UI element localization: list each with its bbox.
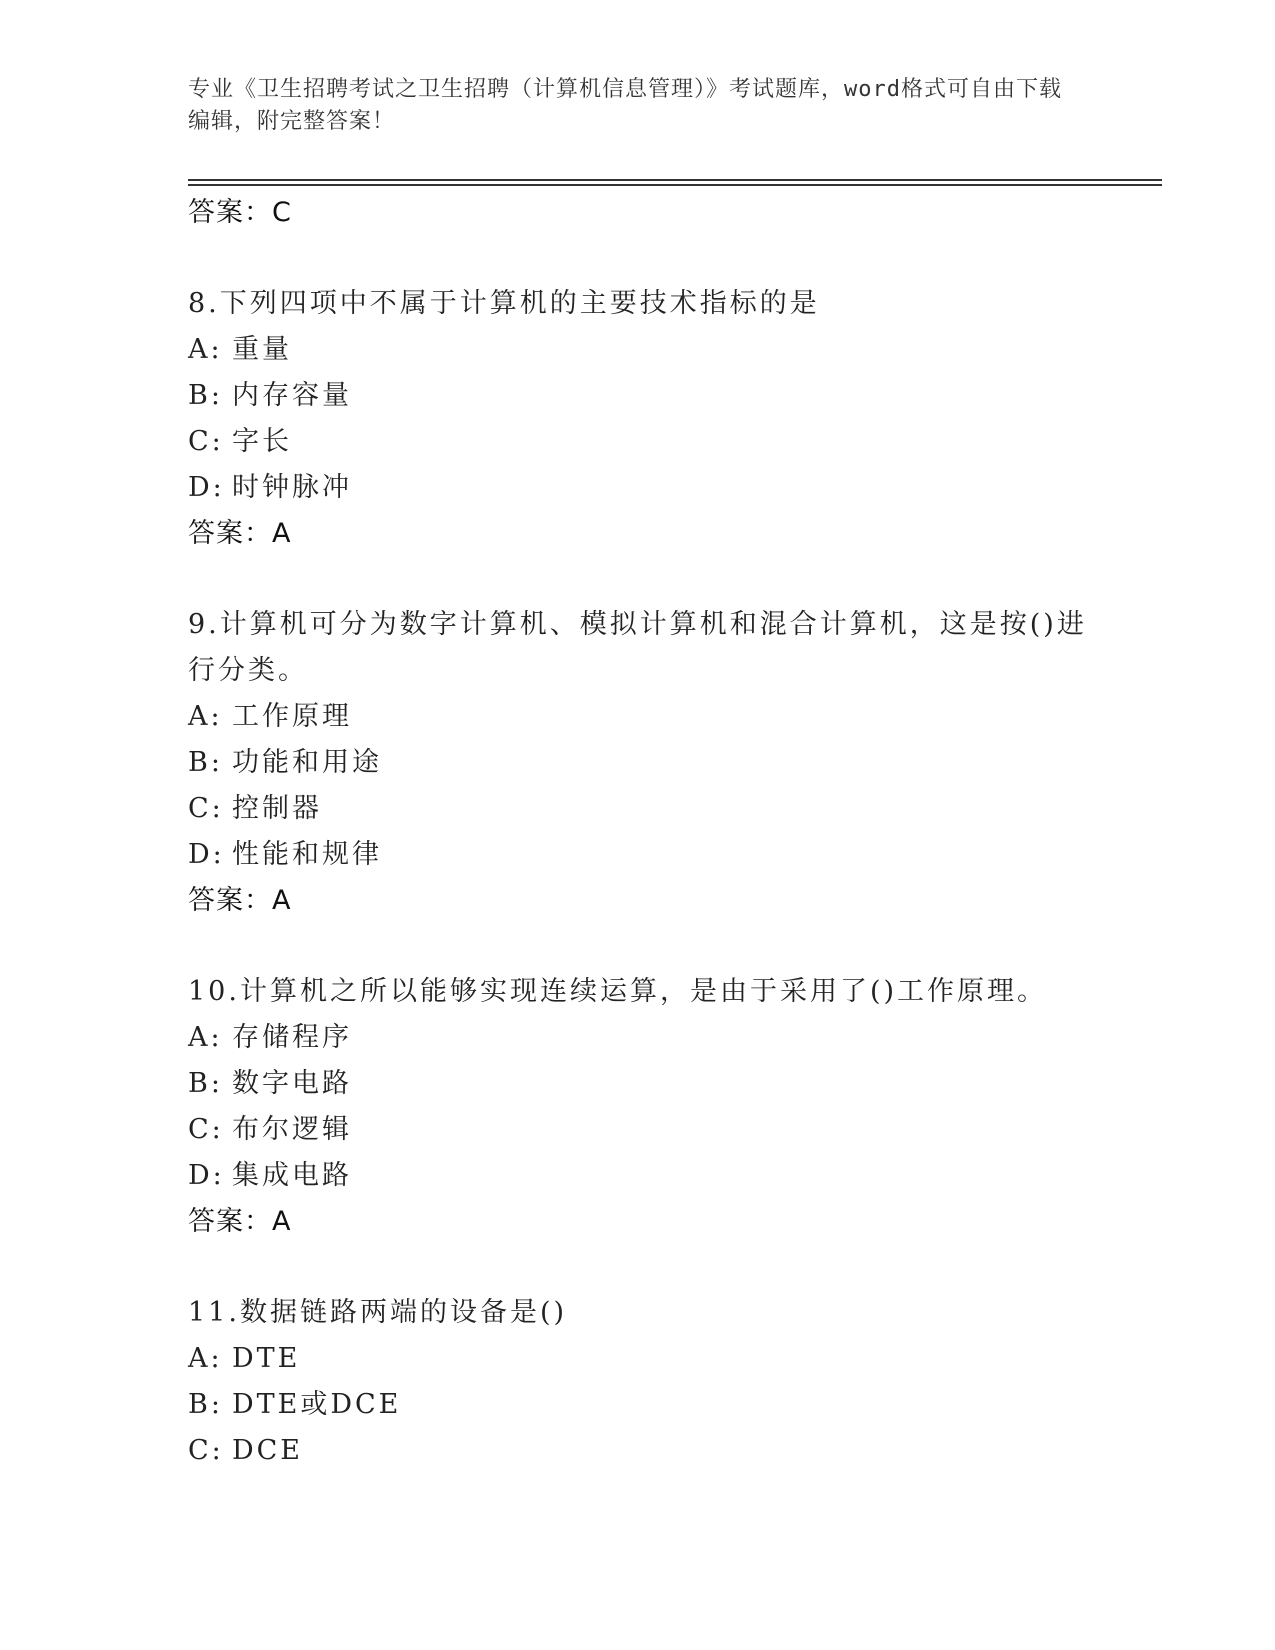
option-letter: D:	[188, 1160, 225, 1191]
option-letter: C:	[188, 1114, 224, 1145]
option-text: 功能和用途	[232, 747, 382, 778]
option-letter: B:	[188, 380, 223, 411]
question-stem: 10.计算机之所以能够实现连续运算，是由于采用了()工作原理。	[188, 976, 1048, 1007]
option-letter: A:	[188, 1022, 223, 1053]
question-list	[188, 190, 1088, 1474]
option-c	[188, 786, 1088, 832]
option-letter: C:	[188, 426, 224, 457]
option-c	[188, 419, 1088, 465]
option-letter: A:	[188, 1343, 223, 1374]
spacer	[188, 236, 1088, 281]
option-letter: B:	[188, 747, 223, 778]
question-stem: 9.计算机可分为数字计算机、模拟计算机和混合计算机，这是按()进行分类。	[188, 609, 1087, 686]
option-a	[188, 694, 1088, 740]
option-letter: B:	[188, 1068, 223, 1099]
option-letter: B:	[188, 1389, 223, 1420]
option-a	[188, 1015, 1088, 1061]
spacer	[188, 924, 1088, 969]
option-text: 控制器	[232, 793, 322, 824]
question-stem: 8.下列四项中不属于计算机的主要技术指标的是	[188, 288, 820, 319]
spacer	[188, 1245, 1088, 1290]
header-divider-top	[188, 179, 1162, 181]
option-text: 工作原理	[232, 701, 352, 732]
document-header: 专业《卫生招聘考试之卫生招聘（计算机信息管理）》考试题库，word格式可自由下载编辑，附完整答案！	[188, 77, 1062, 134]
option-d	[188, 465, 1088, 511]
option-c	[188, 1107, 1088, 1153]
option-text: DTE	[232, 1343, 301, 1374]
header-divider-bottom	[188, 184, 1162, 186]
option-text: DCE	[232, 1435, 304, 1466]
option-letter: A:	[188, 334, 223, 365]
option-text: 数字电路	[232, 1068, 352, 1099]
answer-line: 答案：A	[188, 885, 292, 916]
option-a	[188, 327, 1088, 373]
option-letter: D:	[188, 472, 225, 503]
option-c	[188, 1428, 1088, 1474]
option-d	[188, 832, 1088, 878]
option-text: 存储程序	[232, 1022, 352, 1053]
option-text: 时钟脉冲	[232, 472, 352, 503]
option-text: 性能和规律	[232, 839, 382, 870]
question-stem: 11.数据链路两端的设备是()	[188, 1297, 568, 1328]
option-letter: C:	[188, 793, 224, 824]
spacer	[188, 557, 1088, 602]
option-letter: A:	[188, 701, 223, 732]
answer-line: 答案：C	[188, 197, 292, 228]
answer-line: 答案：A	[188, 1206, 292, 1237]
option-letter: C:	[188, 1435, 224, 1466]
option-b	[188, 1382, 1088, 1428]
option-text: 布尔逻辑	[232, 1114, 352, 1145]
option-d	[188, 1153, 1088, 1199]
option-text: DTE或DCE	[232, 1389, 402, 1420]
option-text: 重量	[232, 334, 292, 365]
option-text: 集成电路	[232, 1160, 352, 1191]
option-b	[188, 1061, 1088, 1107]
option-b	[188, 740, 1088, 786]
answer-line: 答案：A	[188, 518, 292, 549]
option-text: 字长	[232, 426, 292, 457]
option-a	[188, 1336, 1088, 1382]
option-letter: D:	[188, 839, 225, 870]
option-text: 内存容量	[232, 380, 352, 411]
option-b	[188, 373, 1088, 419]
